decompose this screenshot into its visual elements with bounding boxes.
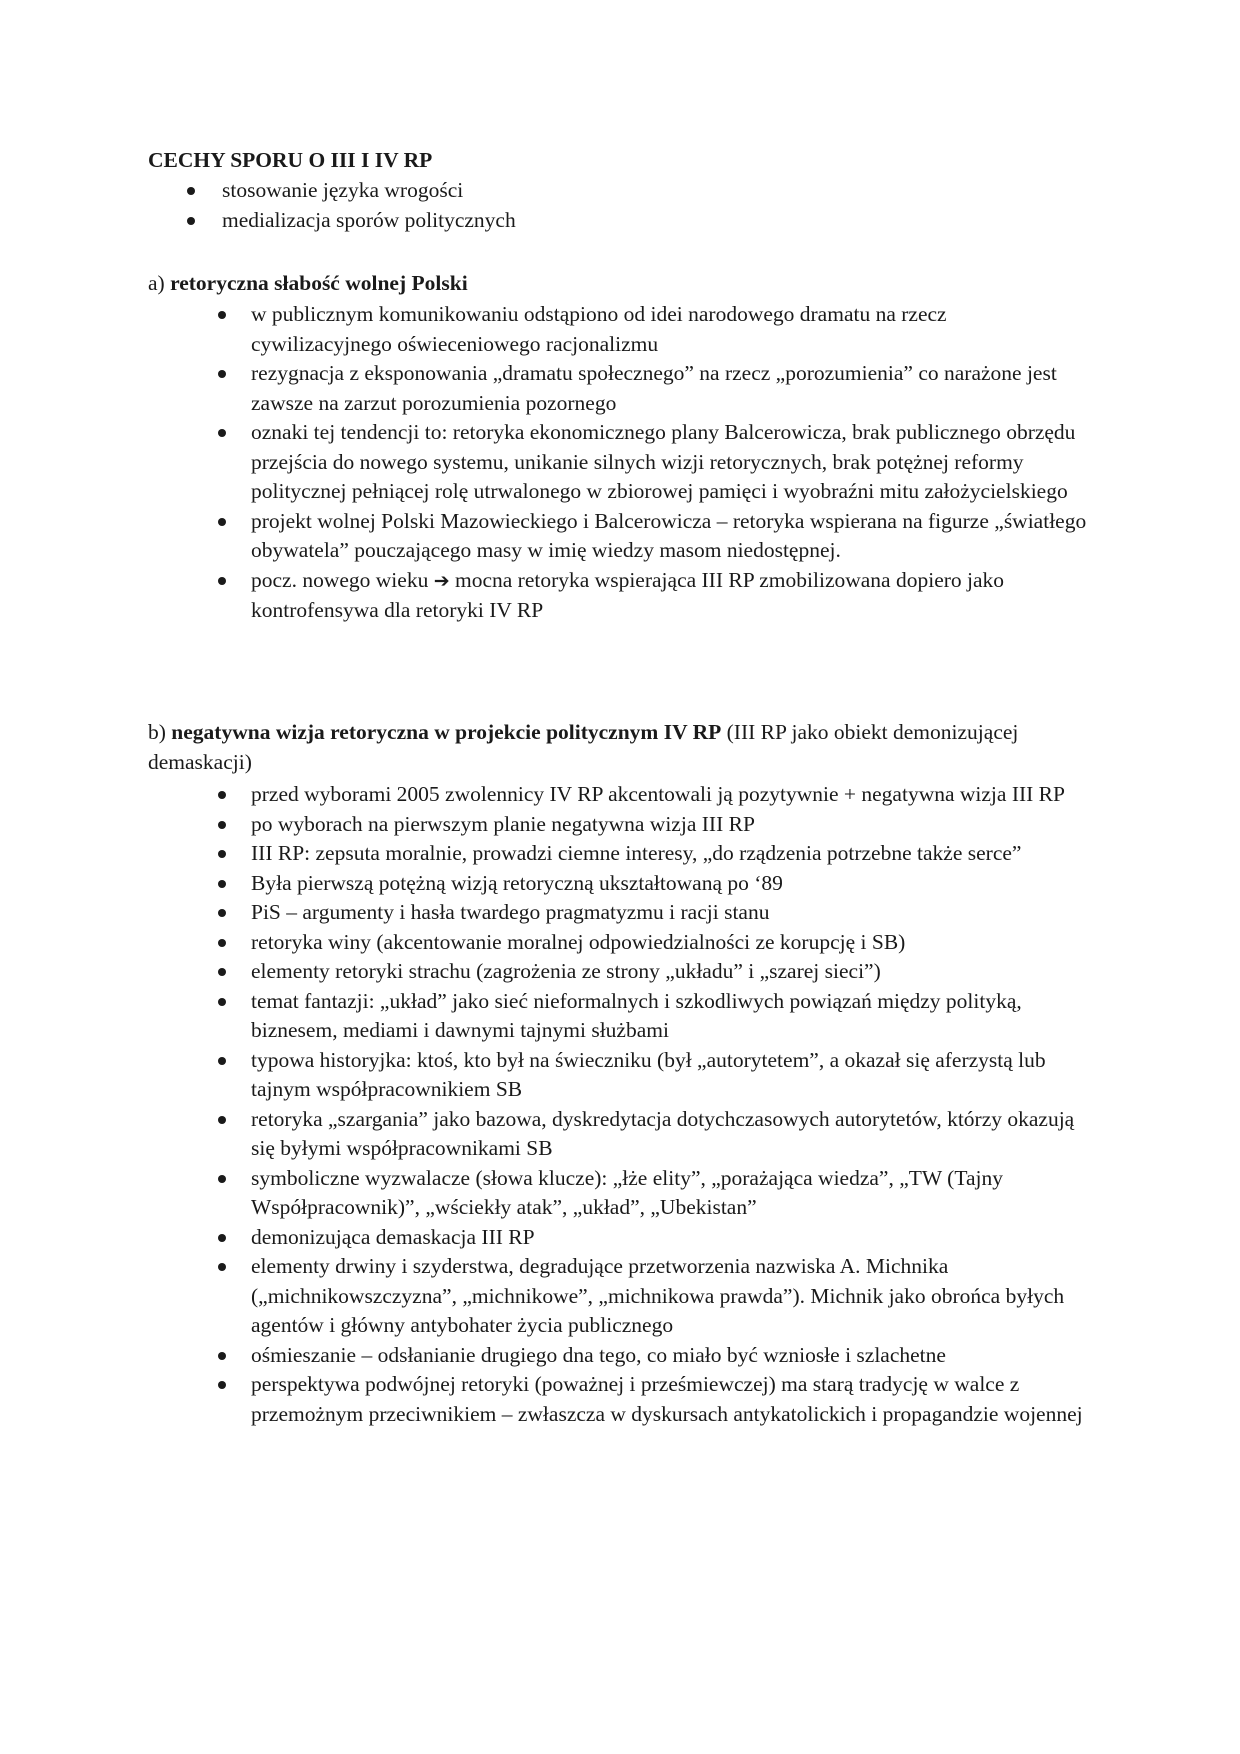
list-item-text: elementy retoryki strachu (zagrożenia ze strony „układu” i „szarej sieci”) bbox=[251, 959, 881, 983]
list-item bbox=[148, 566, 1088, 626]
list-item bbox=[148, 1046, 1088, 1105]
bullet-icon bbox=[218, 1263, 226, 1271]
right-arrow-icon: ➔ bbox=[433, 569, 450, 592]
bullet-icon bbox=[218, 939, 226, 947]
list-item-text: retoryka winy (akcentowanie moralnej odpowiedzialności ze korupcję i SB) bbox=[251, 929, 906, 954]
list-item bbox=[148, 898, 1088, 928]
list-item bbox=[148, 1164, 1088, 1223]
document-title: CECHY SPORU O III I IV RP bbox=[148, 148, 433, 172]
list-item-text: demonizująca demaskacja III RP bbox=[251, 1224, 535, 1249]
list-item-text: w publicznym komunikowaniu odstąpiono od idei narodowego dramatu na rzecz cywilizacyjnego oświeceniowego racjonalizmu bbox=[251, 302, 947, 356]
list-item-text: mocna retoryka wspierająca III RP zmobilizowana dopiero jako kontrofensywa dla retoryki IV RP bbox=[251, 567, 1005, 622]
bullet-icon bbox=[218, 577, 226, 585]
list-item-text: temat fantazji: „układ” jako sieć nieformalnych i szkodliwych powiązań między polityką, biznesem, mediami i dawnymi tajnymi służbami bbox=[251, 988, 1022, 1042]
section-a-prefix: a) bbox=[148, 271, 171, 295]
list-item bbox=[148, 176, 1088, 206]
bullet-icon bbox=[187, 217, 195, 225]
list-item bbox=[148, 869, 1088, 899]
list-item bbox=[148, 206, 1088, 236]
list-item-text: pocz. nowego wieku bbox=[251, 567, 434, 592]
list-item bbox=[148, 300, 1088, 359]
list-item-text: przed wyborami 2005 zwolennicy IV RP akcentowali ją pozytywnie + negatywna wizja III RP bbox=[251, 782, 1065, 806]
list-item bbox=[148, 1370, 1088, 1429]
bullet-icon bbox=[218, 1352, 226, 1360]
list-item-text: symboliczne wyzwalacze (słowa klucze): „łże elity”, „porażająca wiedza”, „TW (Tajny Współpracownik)”, „wściekły atak”, „układ”, „Ubekistan” bbox=[251, 1165, 1003, 1219]
list-item bbox=[148, 1223, 1088, 1253]
list-item bbox=[148, 1341, 1088, 1371]
section-a-bullet-list bbox=[148, 300, 1088, 626]
section-a-heading bbox=[148, 269, 1088, 299]
list-item bbox=[148, 987, 1088, 1046]
list-item-text: po wyborach na pierwszym planie negatywna wizja III RP bbox=[251, 811, 755, 836]
list-item bbox=[148, 928, 1088, 958]
list-item-text: medializacja sporów politycznych bbox=[222, 207, 516, 232]
bullet-icon bbox=[218, 311, 226, 319]
bullet-icon bbox=[218, 1234, 226, 1242]
list-item-text: perspektywa podwójnej retoryki (poważnej i prześmiewczej) ma starą tradycję w walce z przemożnym przeciwnikiem – zwłaszcza w dyskursach antykatolickich i propagandzie wojennej bbox=[251, 1372, 1083, 1426]
list-item-text: Była pierwszą potężną wizją retoryczną ukształtowaną po ‘89 bbox=[251, 870, 783, 895]
section-b-title: negatywna wizja retoryczna w projekcie politycznym IV RP bbox=[171, 720, 722, 744]
section-a-title: retoryczna słabość wolnej Polski bbox=[170, 271, 468, 295]
list-item bbox=[148, 810, 1088, 840]
bullet-icon bbox=[218, 998, 226, 1006]
bullet-icon bbox=[187, 187, 195, 195]
bullet-icon bbox=[218, 850, 226, 858]
list-item bbox=[148, 1252, 1088, 1341]
bullet-icon bbox=[218, 518, 226, 526]
intro-bullet-list bbox=[148, 176, 1088, 235]
bullet-icon bbox=[218, 1381, 226, 1389]
list-item-text: stosowanie języka wrogości bbox=[222, 178, 464, 202]
bullet-icon bbox=[218, 791, 226, 799]
list-item-text: oznaki tej tendencji to: retoryka ekonomicznego plany Balcerowicza, brak publicznego obrzędu przejścia do nowego systemu, unikanie silnych wizji retorycznych, brak potężnej reformy politycznej pełniącej rolę utrwalonego w zbiorowej pamięci i wyobraźni mitu założycielskiego bbox=[251, 420, 1076, 503]
list-item-text: elementy drwiny i szyderstwa, degradujące przetworzenia nazwiska A. Michnika („michnikowszczyzna”, „michnikowe”, „michnikowa prawda”). Michnik jako obrońca byłych agentów i główny antybohater życia publicznego bbox=[251, 1254, 1065, 1337]
list-item bbox=[148, 359, 1088, 418]
bullet-icon bbox=[218, 880, 226, 888]
section-b-prefix: b) bbox=[148, 720, 172, 744]
list-item bbox=[148, 1105, 1088, 1164]
bullet-icon bbox=[218, 370, 226, 378]
section-b-note: (III RP jako obiekt demonizującej demaskacji) bbox=[148, 720, 1019, 774]
list-item-text: typowa historyjka: ktoś, kto był na świeczniku (był „autorytetem”, a okazał się aferzystą lub tajnym współpracownikiem SB bbox=[251, 1047, 1046, 1101]
list-item-text: III RP: zepsuta moralnie, prowadzi ciemne interesy, „do rządzenia potrzebne także serce” bbox=[251, 841, 1022, 865]
bullet-icon bbox=[218, 429, 226, 437]
list-item bbox=[148, 507, 1088, 566]
bullet-icon bbox=[218, 968, 226, 976]
list-item-text: rezygnacja z eksponowania „dramatu społecznego” na rzecz „porozumienia” co narażone jest zawsze na zarzut porozumienia pozornego bbox=[251, 361, 1057, 415]
bullet-icon bbox=[218, 909, 226, 917]
list-item bbox=[148, 839, 1088, 869]
list-item bbox=[148, 418, 1088, 507]
list-item-text: ośmieszanie – odsłanianie drugiego dna tego, co miało być wzniosłe i szlachetne bbox=[251, 1342, 946, 1367]
bullet-icon bbox=[218, 1057, 226, 1065]
list-item bbox=[148, 780, 1088, 810]
list-item-text: PiS – argumenty i hasła twardego pragmatyzmu i racji stanu bbox=[251, 900, 770, 924]
list-item-text: retoryka „szargania” jako bazowa, dyskredytacja dotychczasowych autorytetów, którzy okazują się byłymi współpracownikami SB bbox=[251, 1106, 1075, 1160]
list-item-text: projekt wolnej Polski Mazowieckiego i Balcerowicza – retoryka wspierana na figurze „światłego obywatela” pouczającego masy w imię wiedzy masom niedostępnej. bbox=[251, 508, 1087, 562]
bullet-icon bbox=[218, 821, 226, 829]
section-b-heading bbox=[148, 718, 1088, 777]
list-item bbox=[148, 957, 1088, 987]
bullet-icon bbox=[218, 1175, 226, 1183]
section-b-bullet-list bbox=[148, 780, 1088, 1429]
bullet-icon bbox=[218, 1116, 226, 1124]
